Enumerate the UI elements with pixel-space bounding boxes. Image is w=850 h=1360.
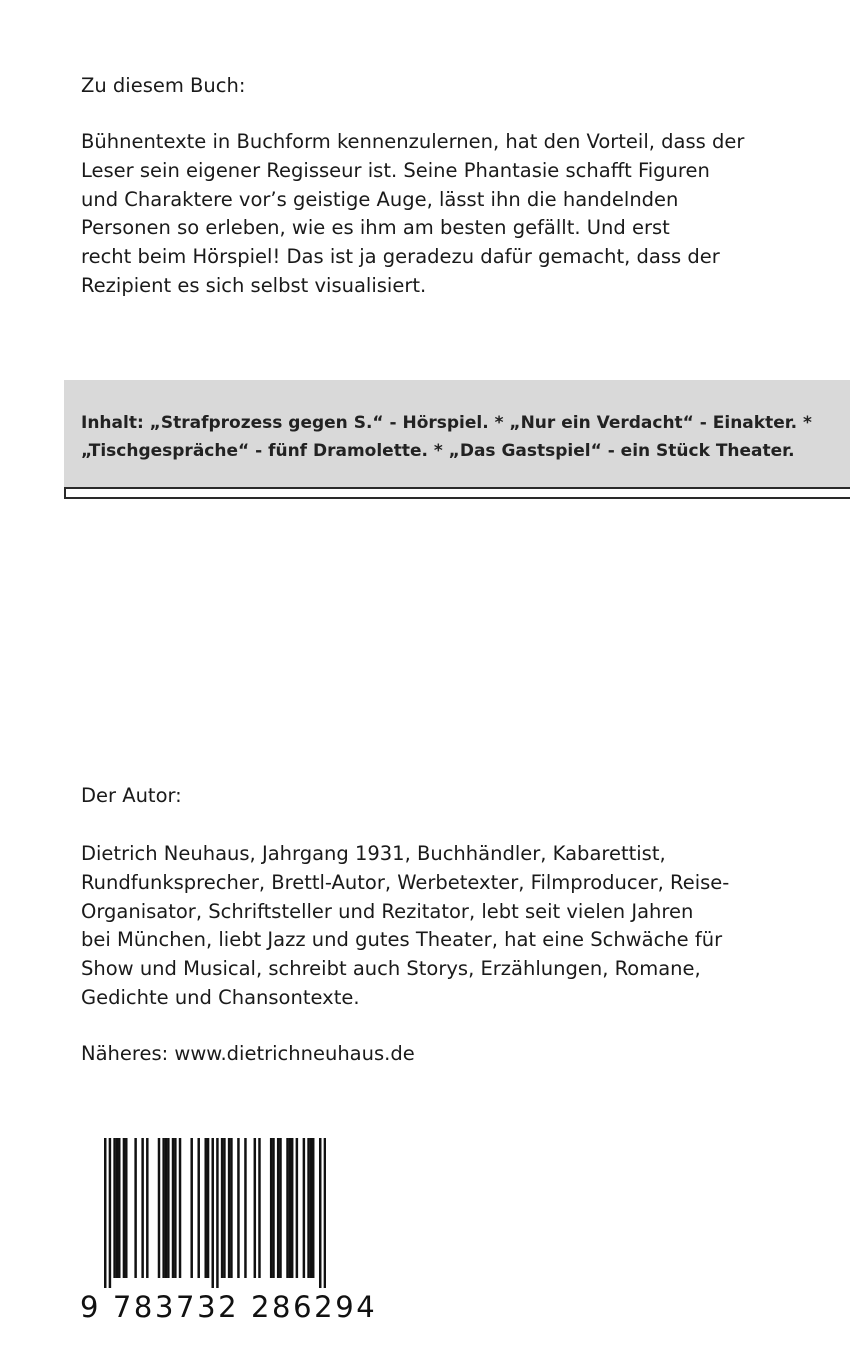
about-book-line: recht beim Hörspiel! Das ist ja geradezu dafür gemacht, dass der [81,245,720,269]
barcode-bar [104,1138,106,1288]
author-line: Organisator, Schriftsteller und Rezitator, lebt seit vielen Jahren [81,899,694,923]
barcode-bar [216,1138,218,1288]
barcode-bar [291,1138,293,1278]
barcode-bar [279,1138,281,1278]
barcode-bar [244,1138,246,1278]
barcode-number: 9 783732 286294 [80,1290,378,1324]
barcode-bar [307,1138,309,1278]
barcode-bar [319,1138,321,1288]
barcode-bar [134,1138,136,1278]
barcode-bar [123,1138,125,1278]
author-line: Dietrich Neuhaus, Jahrgang 1931, Buchhändler, Kabarettist, [81,842,666,865]
author-line: bei München, liebt Jazz und gutes Theater, hat eine Schwäche für [81,928,723,952]
barcode-bar [211,1138,213,1288]
barcode-bar [277,1138,279,1278]
barcode-bar [165,1138,167,1278]
author-line: Rundfunksprecher, Brettl-Autor, Werbetexter, Filmproducer, Reise- [81,870,730,894]
barcode-bar [207,1138,209,1278]
contents-list [81,409,812,465]
contents-line: „Tischgespräche“ - fünf Dramolette. * „Das Gastspiel“ - ein Stück Theater. [81,441,795,461]
barcode-bar [162,1138,164,1278]
barcode-bar [167,1138,169,1278]
barcode-bar [172,1138,174,1278]
about-book-heading: Zu diesem Buch: [81,74,246,97]
barcode-bar [118,1138,120,1278]
barcode-bar [303,1138,305,1278]
barcode-bar [197,1138,199,1278]
barcode-bar [230,1138,232,1278]
barcode-bar [221,1138,223,1278]
barcode-bar [272,1138,274,1278]
barcode-bar [141,1138,143,1278]
author-heading: Der Autor: [81,784,182,807]
barcode-bar [158,1138,160,1278]
barcode-bar [174,1138,176,1278]
barcode-bar [179,1138,181,1278]
about-book-line: Leser sein eigener Regisseur ist. Seine Phantasie schafft Figuren [81,158,710,182]
about-book-line: Rezipient es sich selbst visualisiert. [81,273,427,297]
author-line: Gedichte und Chansontexte. [81,985,360,1009]
barcode-bar [296,1138,298,1278]
about-book-line: und Charaktere vor’s geistige Auge, lässt ihn die handelnden [81,187,679,211]
barcode-bar [228,1138,230,1278]
barcode-bar [324,1138,326,1288]
barcode-bar [125,1138,127,1278]
band-frame-divider [64,487,850,499]
about-book-line: Personen so erleben, wie es ihm am besten gefällt. Und erst [81,216,670,240]
about-book-paragraph [81,128,744,301]
barcode-bar [190,1138,192,1278]
barcode-bar [223,1138,225,1278]
barcode-icon [104,1138,326,1288]
author-paragraph [81,840,729,1013]
barcode-bar [237,1138,239,1278]
barcode-bar [146,1138,148,1278]
about-book-line: Bühnentexte in Buchform kennenzulernen, hat den Vorteil, dass der [81,130,745,153]
barcode-bar [286,1138,288,1278]
barcode-bar [204,1138,206,1278]
barcode-bar [289,1138,291,1278]
author-line: Show und Musical, schreibt auch Storys, Erzählungen, Romane, [81,957,701,981]
contents-line: Inhalt: „Strafprozess gegen S.“ - Hörspiel. * „Nur ein Verdacht“ - Einakter. * [81,413,812,433]
barcode-bar [258,1138,260,1278]
barcode-bar [310,1138,312,1278]
barcode-bar [312,1138,314,1278]
barcode-bar [254,1138,256,1278]
barcode-bar [270,1138,272,1278]
barcode-bar [113,1138,115,1278]
barcode-bar [109,1138,111,1288]
barcode-bar [116,1138,118,1278]
more-info-link[interactable]: Näheres: www.dietrichneuhaus.de [81,1042,415,1065]
